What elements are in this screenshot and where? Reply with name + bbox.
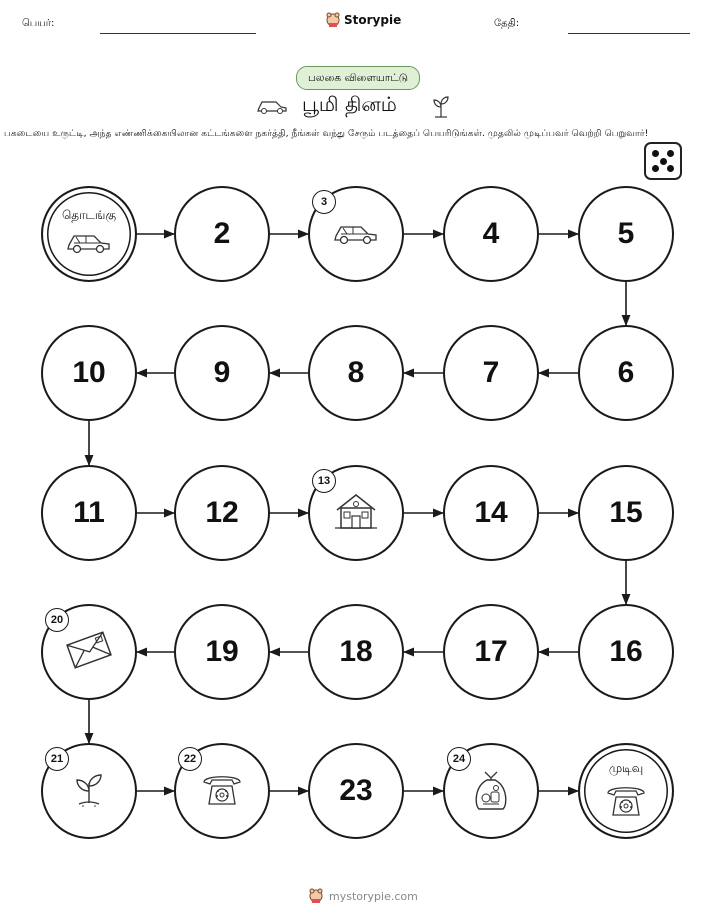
space-number: 4 [482, 217, 500, 250]
board-space [174, 604, 270, 700]
space-number: 12 [205, 496, 239, 529]
board-space [443, 604, 539, 700]
finish-space [578, 743, 674, 839]
telephone-icon [605, 781, 647, 823]
space-number: 18 [339, 635, 373, 668]
board-space [443, 186, 539, 282]
date-label: தேதி: [494, 18, 520, 29]
car-icon [66, 228, 112, 258]
start-label: தொடங்கு [61, 208, 117, 222]
board-space [41, 604, 137, 700]
brand-name: Storypie [344, 13, 402, 27]
board-space [578, 186, 674, 282]
board-space [443, 325, 539, 421]
board-space [578, 325, 674, 421]
board-space [308, 325, 404, 421]
space-number: 9 [213, 356, 231, 389]
board-space [41, 325, 137, 421]
space-number-badge: 3 [312, 190, 336, 214]
sprout-icon [71, 769, 107, 813]
board-space [308, 743, 404, 839]
space-number-badge: 24 [447, 747, 471, 771]
space-number-badge: 13 [312, 469, 336, 493]
board-space [443, 743, 539, 839]
space-number: 2 [213, 217, 231, 250]
school-icon [333, 490, 379, 536]
board-space [174, 325, 270, 421]
footer [308, 888, 418, 904]
space-number: 14 [474, 496, 508, 529]
space-number: 11 [73, 496, 105, 529]
start-space [41, 186, 137, 282]
board-space [443, 465, 539, 561]
car-icon [333, 219, 379, 249]
board-space [174, 743, 270, 839]
trash-bag-icon [471, 766, 511, 816]
space-number: 16 [609, 635, 643, 668]
instructions: பகடையை உருட்டி, அந்த எண்ணிக்கையிலான கட்டங்களை நகர்த்தி, நீங்கள் வந்து சேரும் படத்தைப் பெயரிடுங்கள். முதலில் முடிப்பவர் வெற்றி பெறுவார்! [4, 128, 649, 139]
space-number: 5 [617, 217, 635, 250]
envelope-icon [64, 630, 114, 674]
space-number: 6 [617, 356, 635, 389]
board-space [41, 743, 137, 839]
page-title: பூமி தினம் [302, 92, 397, 116]
board-space [308, 604, 404, 700]
space-number: 10 [72, 356, 106, 389]
board-space [578, 604, 674, 700]
board-space [308, 186, 404, 282]
space-number: 15 [609, 496, 643, 529]
board-space [174, 186, 270, 282]
space-number-badge: 22 [178, 747, 202, 771]
name-label: பெயர்: [22, 18, 55, 29]
board-space [308, 465, 404, 561]
footer-url[interactable]: mystorypie.com [329, 889, 418, 903]
board-space [174, 465, 270, 561]
game-type-tag: பலகை விளையாட்டு [296, 66, 420, 90]
space-number: 8 [347, 356, 365, 389]
space-number: 23 [339, 774, 373, 807]
board-space [578, 465, 674, 561]
space-number: 19 [205, 635, 239, 668]
storypie-logo-icon [308, 888, 324, 904]
space-number-badge: 20 [45, 608, 69, 632]
board-space [41, 465, 137, 561]
finish-label: முடிவு [608, 761, 644, 775]
space-number-badge: 21 [45, 747, 69, 771]
telephone-icon [201, 770, 243, 812]
space-number: 17 [474, 635, 508, 668]
space-number: 7 [482, 356, 500, 389]
